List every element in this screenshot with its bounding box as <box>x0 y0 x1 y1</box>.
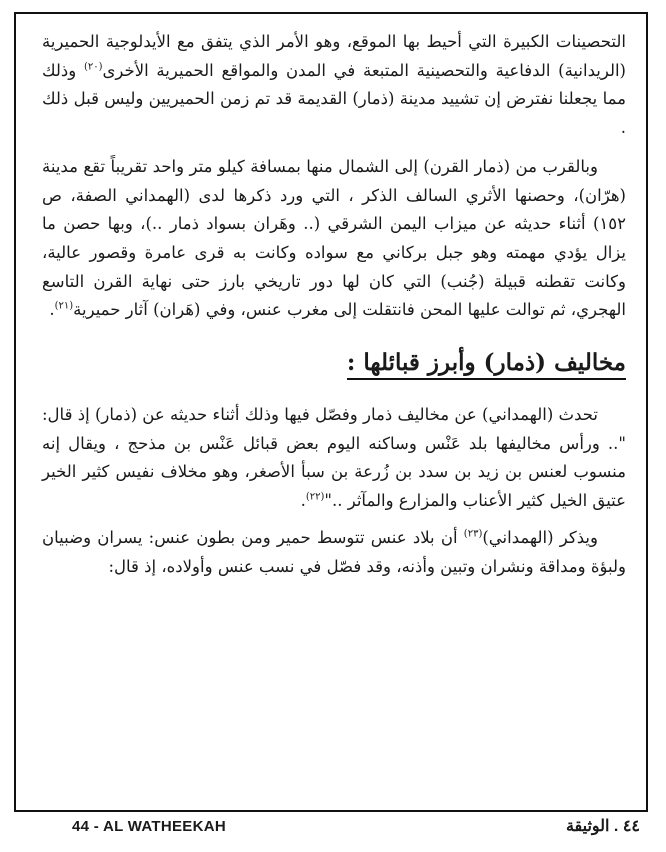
paragraph-text-end: وذلك مما يجعلنا نفترض إن تشييد مدينة (ذمار) القديمة قد تم زمن الحميريين وليس قبل ذلك . <box>42 60 626 138</box>
paragraph-harran <box>42 153 626 325</box>
paragraph-text: وبالقرب من (ذمار القرن) إلى الشمال منها بمسافة كيلو متر واحد تقريباً تقع مدينة (هرّان)، وحصنها الأثري السالف الذكر ، التي ورد ذكرها لدى (الهمداني الصفة، ص ١٥٢) أثناء حديثه عن ميزاب اليمن الشرقي (.. وهَران بسواد ذمار ..)، وبها حصن ما يزال يؤدي مهمته وهو جبل بركاني مع سواده وكانت به قرى عامرة وقصور عالية، وكانت تقطنه قبيلة (جُنب) التي كان لها دور تاريخي بارز حتى نهاية القرن التاسع الهجري، ثم توالت عليها المحن فانتقلت إلى مغرب عنس، وفي (هَران) آثار حميرية <box>42 156 626 320</box>
footer-page-label-arabic: ٤٤ . الوثيقة <box>565 818 640 835</box>
footnote-ref-21: (٢١) <box>54 300 74 312</box>
paragraph-text: أن بلاد عنس تتوسط حمير ومن بطون عنس: يسران وضبيان ولبؤة ومداقة ونشران وتبين وأذنه، وقد فصّل في نسب عنس وأولاده، إذ قال: <box>42 527 626 576</box>
footer-page-label-latin: 44 - AL WATHEEKAH <box>72 818 227 835</box>
article-body <box>42 28 626 581</box>
paragraph-ans-tribes <box>42 524 626 581</box>
paragraph-start: ويذكر (الهمداني) <box>482 527 598 547</box>
section-heading-text: مخاليف (ذمار) وأبرز قبائلها : <box>347 349 626 380</box>
paragraph-hamdani-quote <box>42 401 626 516</box>
paragraph-fortifications <box>42 28 626 143</box>
paragraph-text: تحدث (الهمداني) عن مخاليف ذمار وفصّل فيها وذلك أثناء حديثه عن (ذمار) إذ قال: ".. ورأس مخاليفها بلد عَنْس وساكنه اليوم بعض قبائل عَنْس بن مذحج ، ويقال إنه منسوب لعنس بن زيد بن سدد بن زُرعة بن سبأ الأصغر، وهو مخلاف نفيس كثير الخير عتيق الخيل كثير الأعناب والمزارع والمآثر .." <box>42 405 626 511</box>
footnote-ref-20: (٢٠) <box>83 61 103 73</box>
footnote-ref-22: (٢٢) <box>305 491 325 503</box>
footnote-ref-23: (٢٣) <box>463 528 483 540</box>
section-heading <box>42 345 626 381</box>
page-footer <box>14 812 648 842</box>
paragraph-text: التحصينات الكبيرة التي أحيط بها الموقع، وهو الأمر الذي يتفق مع الأيدلوجية الحميرية (الريدانية) الدفاعية والتحصينية المتبعة في المدن والمواقع الحميرية الأخرى <box>42 32 626 80</box>
paragraph-end: . <box>300 491 306 511</box>
paragraph-end: . <box>49 300 55 320</box>
